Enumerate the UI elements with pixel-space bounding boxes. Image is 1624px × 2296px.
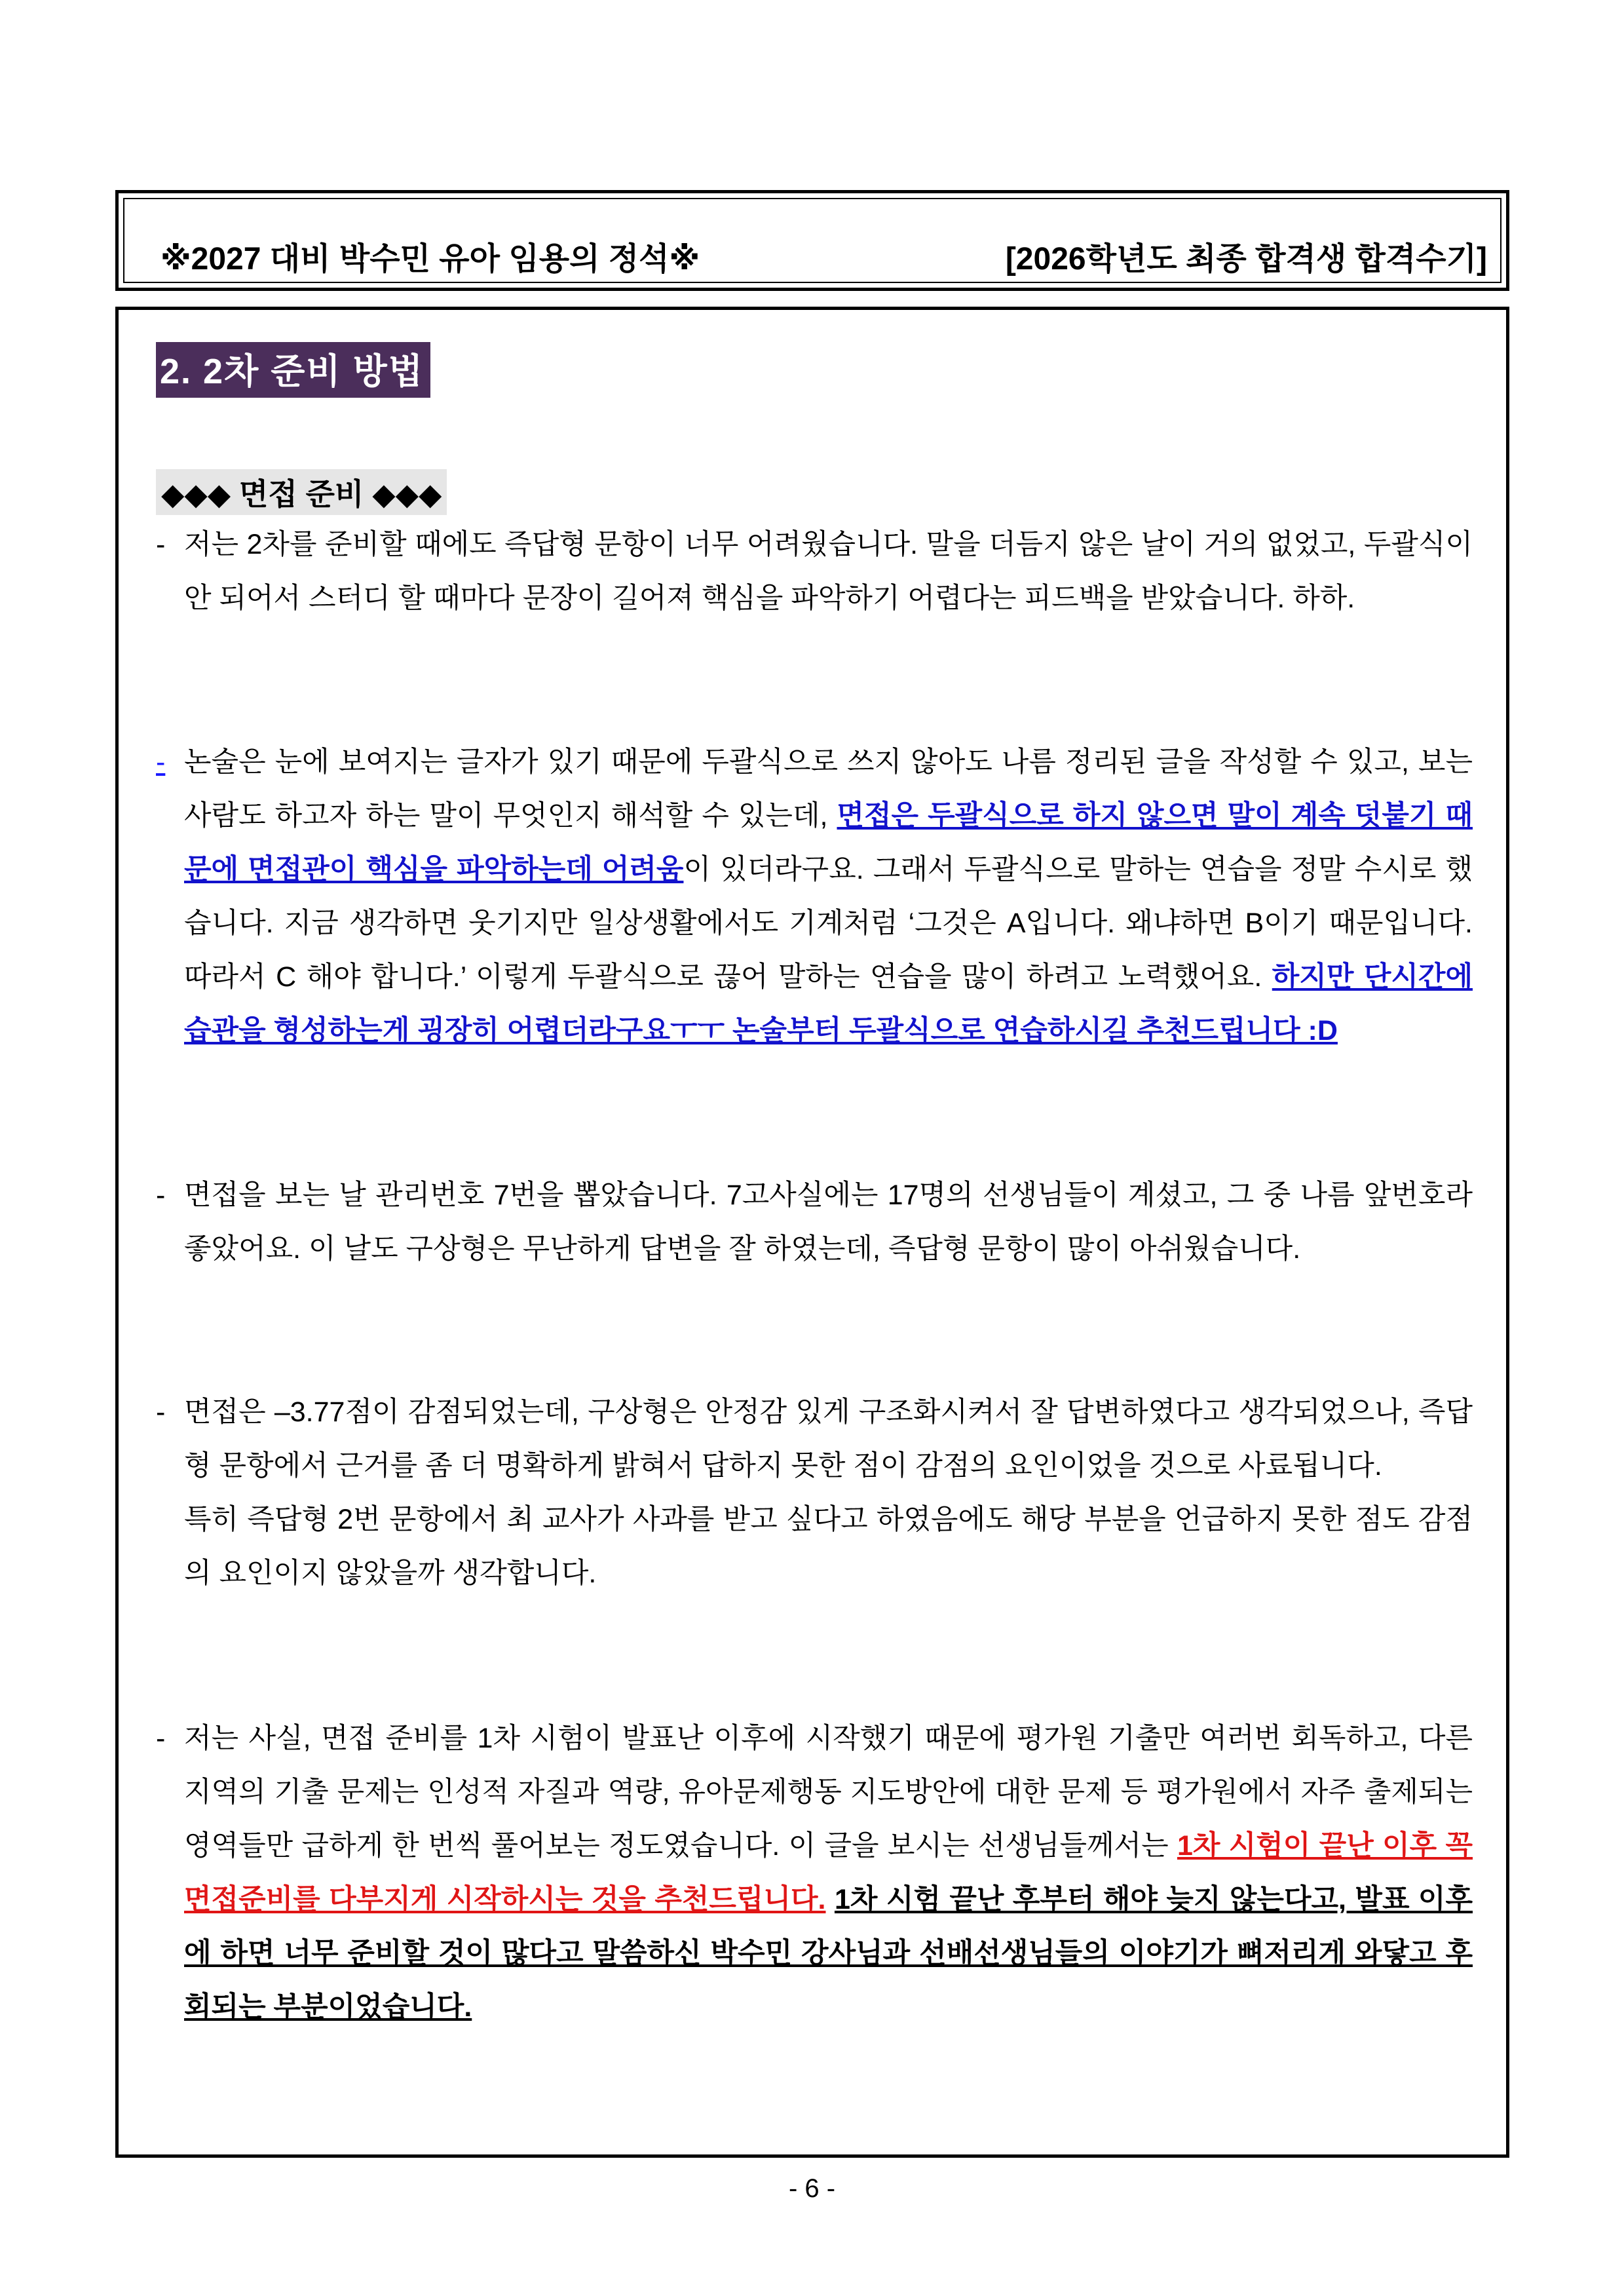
section-title: 2. 2차 준비 방법 <box>156 342 430 398</box>
paragraph-3 <box>156 1168 1473 1276</box>
list-dash: - <box>156 1396 166 1428</box>
highlight-start-interview-prep: 1차 시험이 끝난 이후 꼭 면접준비를 다부지게 시작하시는 것을 추천드립니다. <box>184 1830 1473 1915</box>
highlight-interview-head-first: 면접은 두괄식으로 하지 않으면 말이 계속 덧붙기 때문에 면접관이 핵심을 파악하는데 어려움 <box>184 800 1473 885</box>
header-left-title: ※2027 대비 박수민 유아 임용의 정석※ <box>161 242 700 277</box>
paragraph-5-text-a: 저는 사실, 면접 준비를 1차 시험이 발표난 이후에 시작했기 때문에 평가원 기출만 여러번 회독하고, 다른 지역의 기출 문제는 인성적 자질과 역량, 유아문제행동 지도방안에 대한 문제 등 평가원에서 자주 출제되는 영역들만 급하게 한 번씩 풀어보는 정도였습니다. 이 글을 보시는 선생님들께서는 <box>184 1723 1473 1862</box>
header-right-title: [2026학년도 최종 합격생 합격수기] <box>1005 242 1487 277</box>
paragraph-2-text <box>184 735 1473 1058</box>
highlight-regret-note: 1차 시험 끝난 후부터 해야 늦지 않는다고, 발표 이후에 하면 너무 준비할 것이 많다고 말씀하신 박수민 강사님과 선배선생님들의 이야기가 뼈저리게 와닿고 후회되는 부분이었습니다. <box>184 1884 1473 2023</box>
paragraph-2-text-b: 이 있더라구요. 그래서 두괄식으로 말하는 연습을 정말 수시로 했습니다. 지금 생각하면 웃기지만 일상생활에서도 기계처럼 ‘그것은 A입니다. 왜냐하면 B이기 때문입니다. 따라서 C 해야 합니다.’ 이렇게 두괄식으로 끊어 말하는 연습을 많이 하려고 노력했어요. <box>184 854 1473 993</box>
paragraph-1 <box>156 518 1473 625</box>
page-number: - 6 - <box>788 2174 836 2203</box>
paragraph-4-text: 면접은 –3.77점이 감점되었는데, 구상형은 안정감 있게 구조화시켜서 잘 답변하였다고 생각되었으나, 즉답형 문항에서 근거를 좀 더 명확하게 밝혀서 답하지 못한 점이 감점의 요인이었을 것으로 사료됩니다. <box>184 1396 1473 1482</box>
paragraph-5-space <box>826 1884 835 1915</box>
paragraph-5-text <box>184 1712 1473 2034</box>
paragraph-3-text: 면접을 보는 날 관리번호 7번을 뽑았습니다. 7고사실에는 17명의 선생님들이 계셨고, 그 중 나름 앞번호라 좋았어요. 이 날도 구상형은 무난하게 답변을 잘 하였는데, 즉답형 문항이 많이 아쉬웠습니다. <box>184 1179 1473 1265</box>
paragraph-2-text-a: 논술은 눈에 보여지는 글자가 있기 때문에 두괄식으로 쓰지 않아도 나름 정리된 글을 작성할 수 있고, 보는 사람도 하고자 하는 말이 무엇인지 해석할 수 있는데, <box>184 746 1473 832</box>
paragraph-4-text-continued: 특히 즉답형 2번 문항에서 최 교사가 사과를 받고 싶다고 하였음에도 해당 부분을 언급하지 못한 점도 감점의 요인이지 않았을까 생각합니다. <box>184 1504 1473 1589</box>
header-box <box>115 190 1509 291</box>
paragraph-4 <box>156 1385 1473 1600</box>
list-dash-link[interactable]: - <box>156 746 166 778</box>
paragraph-2 <box>156 735 1473 1058</box>
list-dash: - <box>156 1179 166 1211</box>
header-inner-border <box>123 198 1501 283</box>
list-dash: - <box>156 1723 166 1754</box>
list-dash: - <box>156 529 166 560</box>
subheading-interview-prep: ◆◆◆ 면접 준비 ◆◆◆ <box>156 469 447 515</box>
paragraph-5 <box>156 1712 1473 2034</box>
highlight-recommend-practice: 하지만 단시간에 습관을 형성하는게 굉장히 어렵더라구요ㅜㅜ 논술부터 두괄식으로 연습하시길 추천드립니다 :D <box>184 961 1473 1046</box>
paragraph-1-text: 저는 2차를 준비할 때에도 즉답형 문항이 너무 어려웠습니다. 말을 더듬지 않은 날이 거의 없었고, 두괄식이 안 되어서 스터디 할 때마다 문장이 길어져 핵심을 파악하기 어렵다는 피드백을 받았습니다. 하하. <box>184 529 1473 614</box>
